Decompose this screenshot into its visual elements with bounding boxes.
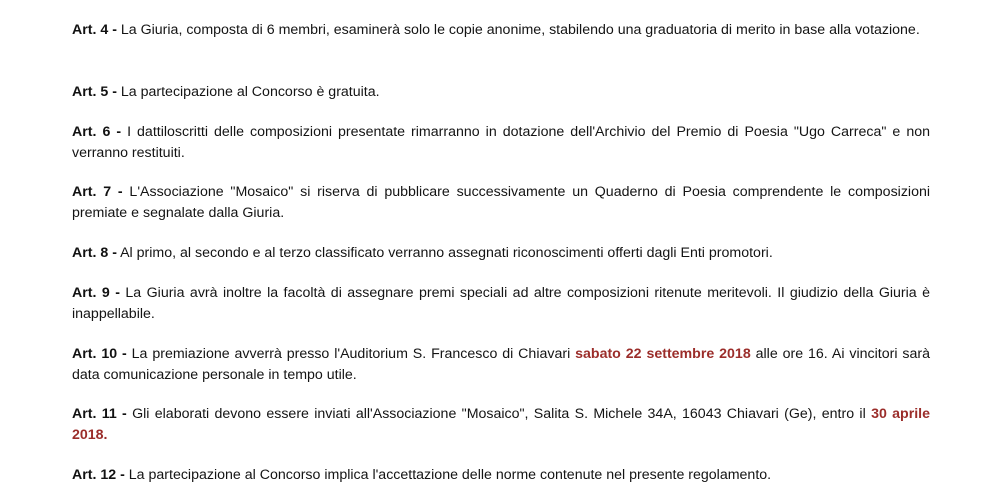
article-5 [72, 82, 930, 103]
article-text: La Giuria, composta di 6 membri, esaminerà solo le copie anonime, stabilendo una graduatoria di merito in base alla votazione. [116, 22, 920, 38]
highlighted-date: 30 aprile 2018. [72, 406, 931, 443]
article-11 [72, 404, 930, 446]
article-12 [72, 465, 930, 486]
article-label: Art. 7 - [72, 184, 123, 200]
article-label: Art. 5 - [72, 84, 117, 100]
article-label: Art. 9 - [72, 285, 120, 301]
article-label: Art. 12 - [72, 467, 125, 483]
article-text: La partecipazione al Concorso implica l'accettazione delle norme contenute nel presente regolamento. [124, 467, 772, 483]
article-text: La Giuria avrà inoltre la facoltà di assegnare premi speciali ad altre composizioni ritenute meritevoli. Il giudizio della Giuria è inappellabile. [72, 285, 930, 322]
article-7 [72, 182, 930, 224]
article-text: Al primo, al secondo e al terzo classificato verranno assegnati riconoscimenti offerti dagli Enti promotori. [116, 245, 773, 261]
article-10 [72, 344, 930, 386]
article-text: La partecipazione al Concorso è gratuita. [116, 84, 380, 100]
article-4 [72, 20, 930, 41]
article-6 [72, 122, 930, 164]
article-label: Art. 10 - [72, 346, 127, 362]
article-label: Art. 4 - [72, 22, 117, 38]
article-text: alle ore 16. Ai vincitori sarà data comunicazione personale in tempo utile. [72, 346, 930, 383]
article-label: Art. 8 - [72, 245, 117, 261]
highlighted-date: sabato 22 settembre 2018 [575, 346, 751, 362]
article-8 [72, 243, 930, 264]
article-label: Art. 6 - [72, 124, 122, 140]
article-9 [72, 283, 930, 325]
article-text: La premiazione avverrà presso l'Auditorium S. Francesco di Chiavari [126, 346, 576, 362]
article-text: I dattiloscritti delle composizioni presentate rimarranno in dotazione dell'Archivio del Premio di Poesia "Ugo Carreca" e non verranno restituiti. [72, 124, 930, 161]
document-page [72, 0, 930, 500]
article-label: Art. 11 - [72, 406, 127, 422]
article-text: Gli elaborati devono essere inviati all'Associazione "Mosaico", Salita S. Michele 34A, 16043 Chiavari (Ge), entro il [126, 406, 872, 422]
article-text: L'Associazione "Mosaico" si riserva di pubblicare successivamente un Quaderno di Poesia comprendente le composizioni premiate e segnalate dalla Giuria. [72, 184, 930, 221]
